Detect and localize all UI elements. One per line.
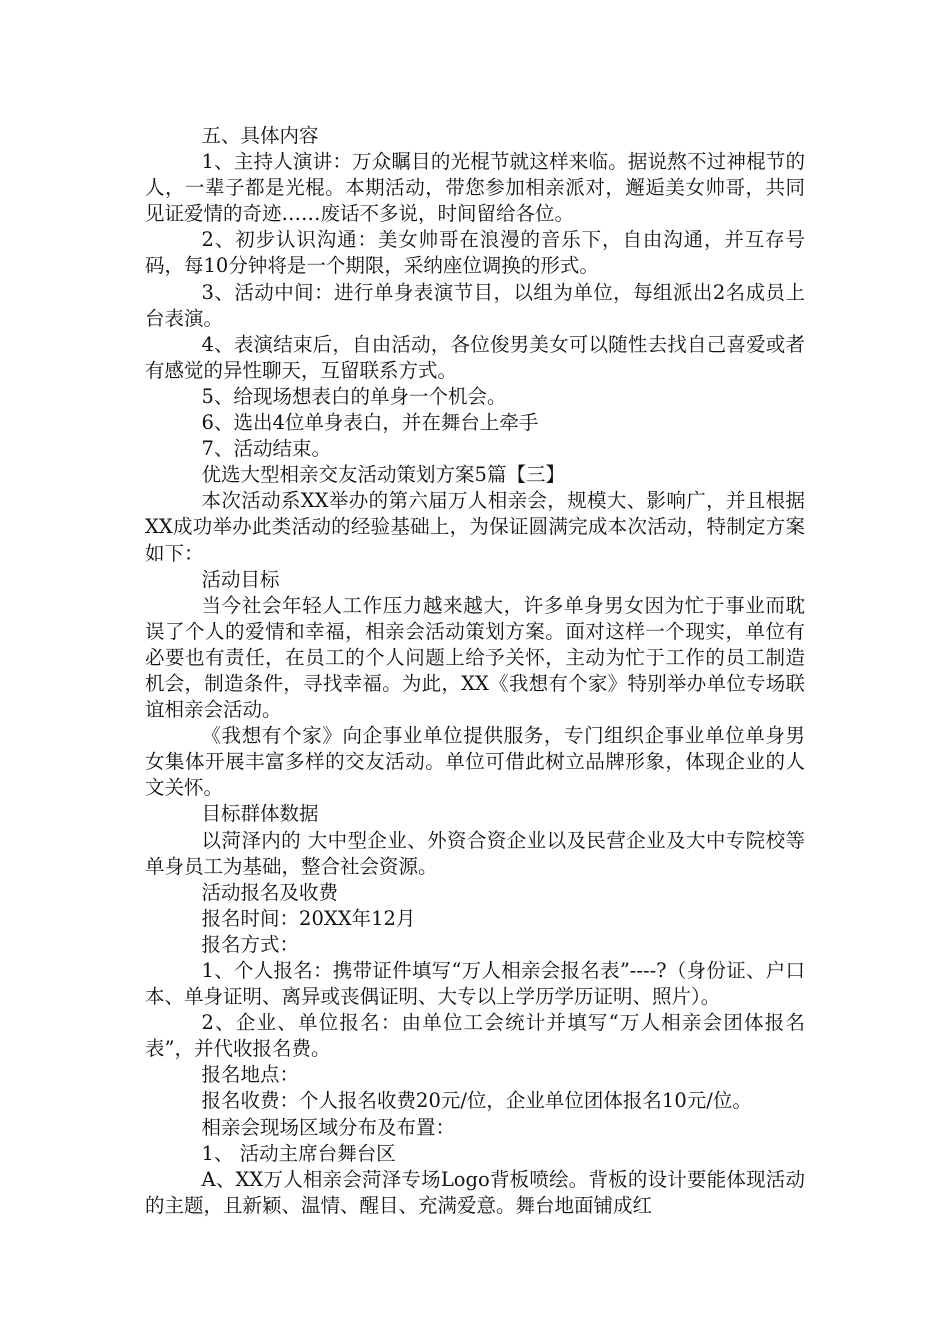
paragraph-company-registration: 2、企业、单位报名：由单位工会统计并填写“万人相亲会团体报名表”，并代收报名费。 — [145, 1011, 805, 1061]
paragraph-goal-body: 当今社会年轻人工作压力越来越大，许多单身男女因为忙于事业而耽误了个人的爱情和幸福，相亲会活动策划方案。面对这样一个现实，单位有必要也有责任，在员工的个人问题上给予关怀，主动为忙于工作的员工制造机会，制造条件，寻找幸福。为此，XX《我想有个家》特别举办单位专场联谊相亲会活动。 — [145, 593, 805, 722]
paragraph-intro: 本次活动系XX举办的第六届万人相亲会，规模大、影响广，并且根据XX成功举办此类活动的经验基础上，为保证圆满完成本次活动，特制定方案如下： — [145, 489, 805, 565]
heading-registration-fee: 活动报名及收费 — [201, 880, 339, 904]
paragraph-individual-registration: 1、个人报名：携带证件填写“万人相亲会报名表”----?（身份证、户口本、单身证明、离异或丧偶证明、大专以上学历学历证明、照片）。 — [145, 959, 805, 1009]
paragraph-backdrop: A、XX万人相亲会菏泽专场Logo背板喷绘。背板的设计要能体现活动的主题，且新颖、温情、醒目、充满爱意。舞台地面铺成红 — [145, 1167, 805, 1217]
document-body — [145, 123, 805, 1219]
paragraph-registration-location: 报名地点： — [201, 1063, 300, 1087]
paragraph-registration-fee: 报名收费：个人报名收费20元/位，企业单位团体报名10元/位。 — [201, 1089, 752, 1113]
paragraph-activity-middle: 3、活动中间：进行单身表演节目，以组为单位，每组派出2名成员上台表演。 — [145, 280, 805, 330]
heading-activity-goal: 活动目标 — [201, 567, 280, 591]
paragraph-confession-chance: 5、给现场想表白的单身一个机会。 — [201, 384, 507, 408]
paragraph-service: 《我想有个家》向企事业单位提供服务，专门组织企事业单位单身男女集体开展丰富多样的交友活动。单位可借此树立品牌形象，体现企业的人文关怀。 — [145, 724, 805, 800]
section-title-plan-three: 优选大型相亲交友活动策划方案5篇【三】 — [201, 463, 565, 487]
heading-target-group: 目标群体数据 — [201, 802, 319, 826]
heading-venue-layout: 相亲会现场区域分布及布置： — [201, 1115, 456, 1139]
paragraph-select-four: 6、选出4位单身表白，并在舞台上牵手 — [201, 411, 539, 435]
paragraph-stage-area: 1、 活动主席台舞台区 — [201, 1141, 396, 1165]
paragraph-registration-time: 报名时间：20XX年12月 — [201, 906, 416, 930]
paragraph-target-group: 以菏泽内的 大中型企业、外资合资企业以及民营企业及大中专院校等单身员工为基础，整合社会资源。 — [145, 828, 805, 878]
paragraph-initial-communication: 2、初步认识沟通：美女帅哥在浪漫的音乐下，自由沟通，并互存号码，每10分钟将是一个期限，采纳座位调换的形式。 — [145, 228, 805, 278]
paragraph-activity-end: 7、活动结束。 — [201, 437, 331, 461]
paragraph-after-performance: 4、表演结束后，自由活动，各位俊男美女可以随性去找自己喜爱或者有感觉的异性聊天，互留联系方式。 — [145, 332, 805, 382]
section-heading-content: 五、具体内容 — [201, 124, 319, 147]
paragraph-host-speech: 1、主持人演讲：万众瞩目的光棍节就这样来临。据说熬不过神棍节的人，一辈子都是光棍。本期活动，带您参加相亲派对，邂逅美女帅哥，共同见证爱情的奇迹……废话不多说，时间留给各位。 — [145, 150, 805, 226]
paragraph-registration-method: 报名方式： — [201, 932, 300, 956]
